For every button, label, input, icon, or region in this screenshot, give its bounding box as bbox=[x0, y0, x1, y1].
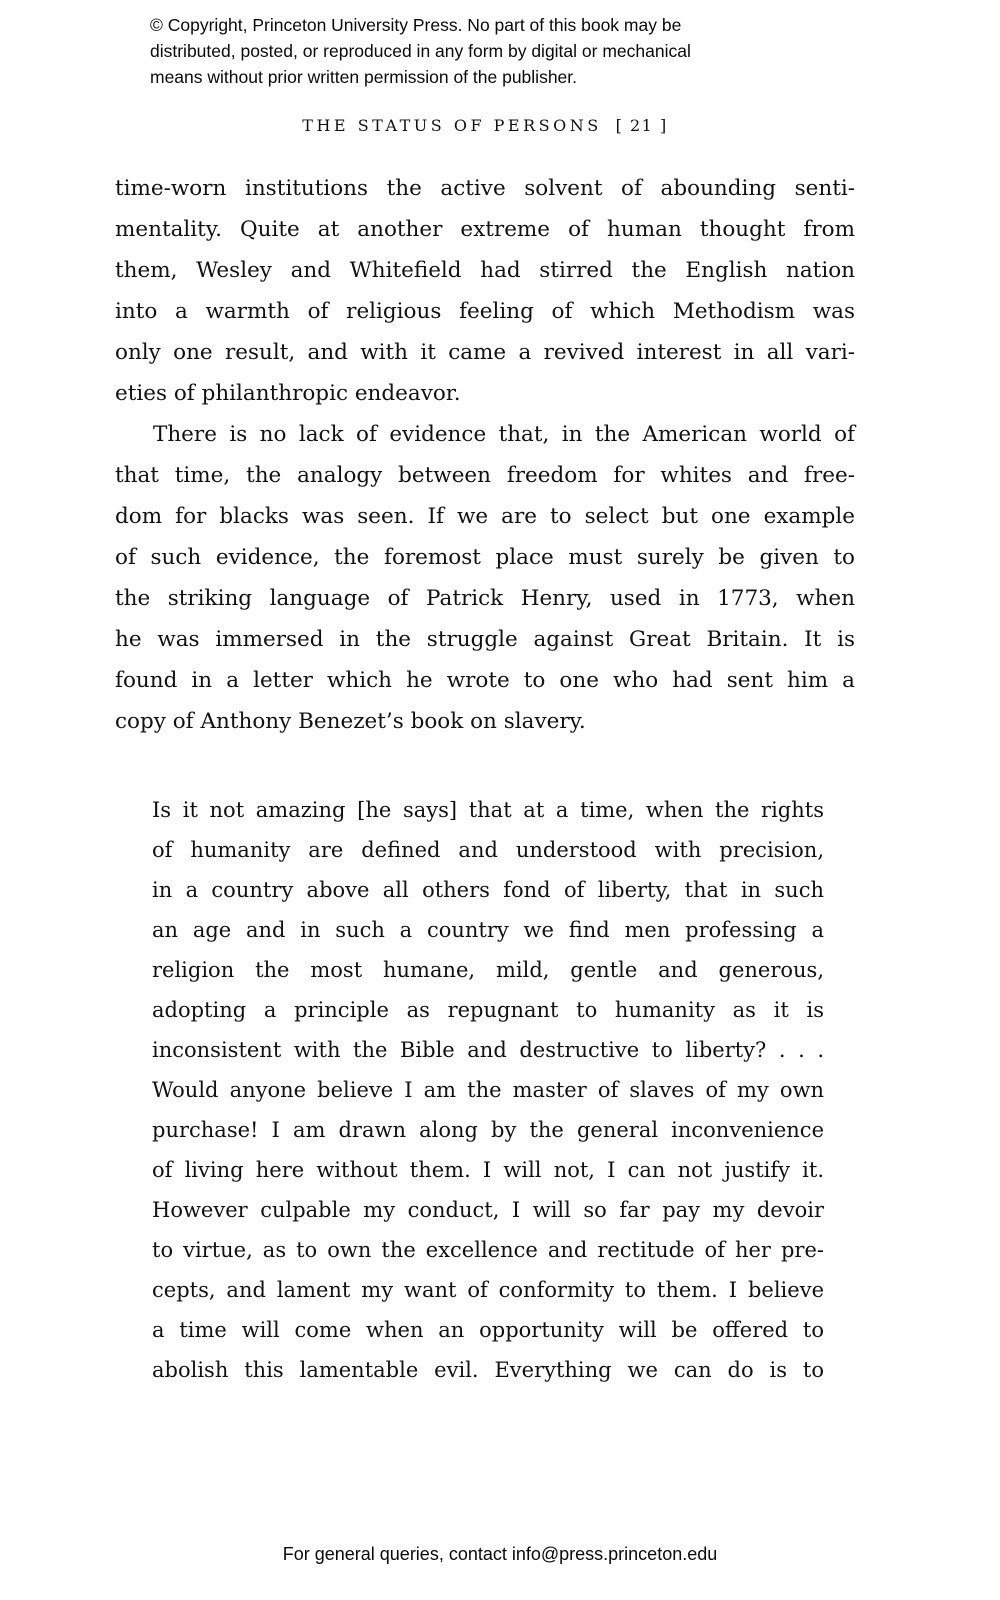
page-number: [ 21 ] bbox=[615, 116, 668, 135]
running-head bbox=[115, 116, 855, 135]
body-text bbox=[115, 168, 855, 1390]
text-line: of such evidence, the foremost place must surely be given to bbox=[115, 545, 855, 570]
text-line: religion the most humane, mild, gentle and generous, bbox=[152, 958, 824, 982]
text-line: he was immersed in the struggle against Great Britain. It is bbox=[115, 627, 855, 652]
text-line: However culpable my conduct, I will so far pay my devoir bbox=[152, 1198, 824, 1222]
text-line: the striking language of Patrick Henry, used in 1773, when bbox=[115, 586, 855, 611]
text-line: abolish this lamentable evil. Everything we can do is to bbox=[152, 1358, 824, 1382]
text-line: adopting a principle as repugnant to humanity as it is bbox=[152, 998, 824, 1022]
text-line: to virtue, as to own the excellence and rectitude of her pre- bbox=[152, 1238, 824, 1262]
copyright-line: distributed, posted, or reproduced in any form by digital or mechanical bbox=[150, 41, 691, 61]
footer-queries-text: For general queries, contact info@press.princeton.edu bbox=[282, 1544, 718, 1564]
paragraph bbox=[115, 414, 855, 742]
text-line: Would anyone believe I am the master of slaves of my own bbox=[152, 1078, 824, 1102]
text-line: of humanity are defined and understood with precision, bbox=[152, 838, 824, 862]
text-line: copy of Anthony Benezet’s book on slavery. bbox=[115, 709, 586, 734]
text-line: inconsistent with the Bible and destructive to liberty? . . . bbox=[152, 1038, 824, 1062]
text-line: purchase! I am drawn along by the general inconvenience bbox=[152, 1118, 824, 1142]
running-head-title: THE STATUS OF PERSONS bbox=[302, 116, 602, 135]
text-line: an age and in such a country we find men professing a bbox=[152, 918, 824, 942]
text-line: into a warmth of religious feeling of which Methodism was bbox=[115, 299, 855, 324]
text-line: eties of philanthropic endeavor. bbox=[115, 381, 461, 406]
text-line: There is no lack of evidence that, in the American world of bbox=[153, 422, 855, 447]
text-line: that time, the analogy between freedom for whites and free- bbox=[115, 463, 855, 488]
text-line: them, Wesley and Whitefield had stirred the English nation bbox=[115, 258, 855, 283]
copyright-line: © Copyright, Princeton University Press. No part of this book may be bbox=[150, 15, 682, 35]
text-line: found in a letter which he wrote to one who had sent him a bbox=[115, 668, 855, 693]
text-line: of living here without them. I will not, I can not justify it. bbox=[152, 1158, 824, 1182]
text-line: only one result, and with it came a revived interest in all vari- bbox=[115, 340, 855, 365]
copyright-line: means without prior written permission of the publisher. bbox=[150, 67, 578, 87]
text-line: time-worn institutions the active solvent of abounding senti- bbox=[115, 176, 855, 201]
text-line: Is it not amazing [he says] that at a time, when the rights bbox=[152, 798, 824, 822]
paragraph bbox=[115, 168, 855, 414]
copyright-notice bbox=[150, 12, 870, 90]
text-line: in a country above all others fond of liberty, that in such bbox=[152, 878, 824, 902]
text-line: dom for blacks was seen. If we are to select but one example bbox=[115, 504, 855, 529]
text-line: cepts, and lament my want of conformity to them. I believe bbox=[152, 1278, 824, 1302]
text-line: mentality. Quite at another extreme of human thought from bbox=[115, 217, 855, 242]
block-quote bbox=[152, 790, 824, 1390]
text-line: a time will come when an opportunity will be offered to bbox=[152, 1318, 824, 1342]
